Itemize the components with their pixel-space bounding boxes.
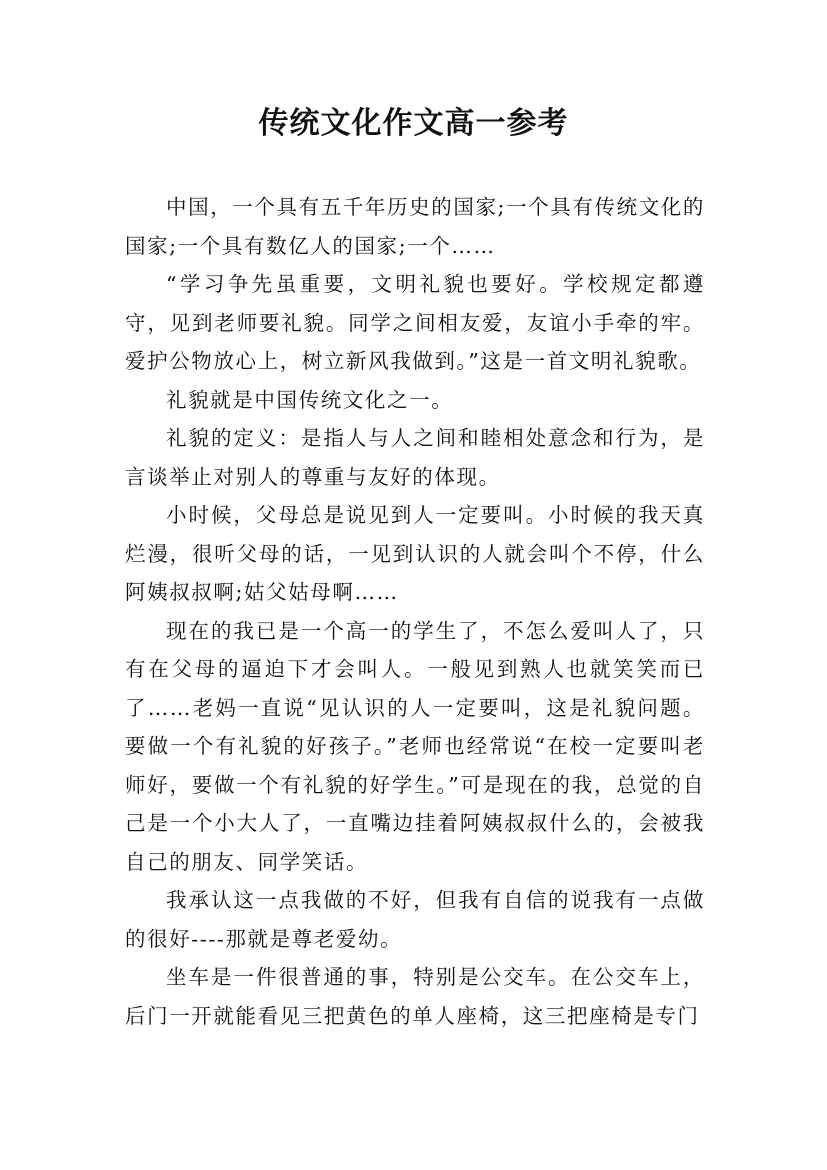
paragraph: 我承认这一点我做的不好，但我有自信的说我有一点做的很好----那就是尊老爱幼。	[125, 888, 705, 951]
paragraph: 中国，一个具有五千年历史的国家;一个具有传统文化的国家;一个具有数亿人的国家;一个……	[125, 195, 705, 258]
paragraph: 坐车是一件很普通的事，特别是公交车。在公交车上，后门一开就能看见三把黄色的单人座椅，这三把座椅是专门	[125, 965, 705, 1028]
page-title: 传统文化作文高一参考	[258, 106, 569, 141]
paragraph: 礼貌的定义：是指人与人之间和睦相处意念和行为，是言谈举止对别人的尊重与友好的体现。	[125, 426, 705, 489]
paragraph: “学习争先虽重要，文明礼貌也要好。学校规定都遵守，见到老师要礼貌。同学之间相友爱，友谊小手牵的牢。爱护公物放心上，树立新风我做到。”这是一首文明礼貌歌。	[125, 272, 705, 373]
essay-body	[125, 188, 705, 1035]
paragraph: 小时候，父母总是说见到人一定要叫。小时候的我天真烂漫，很听父母的话，一见到认识的人就会叫个不停，什么阿姨叔叔啊;姑父姑母啊……	[125, 503, 705, 604]
paragraph: 现在的我已是一个高一的学生了，不怎么爱叫人了，只有在父母的逼迫下才会叫人。一般见到熟人也就笑笑而已了……老妈一直说“见认识的人一定要叫，这是礼貌问题。要做一个有礼貌的好孩子。”老师也经常说“在校一定要叫老师好，要做一个有礼貌的好学生。”可是现在的我，总觉的自己是一个小大人了，一直嘴边挂着阿姨叔叔什么的，会被我自己的朋友、同学笑话。	[125, 618, 705, 874]
paragraph: 礼貌就是中国传统文化之一。	[166, 387, 454, 412]
